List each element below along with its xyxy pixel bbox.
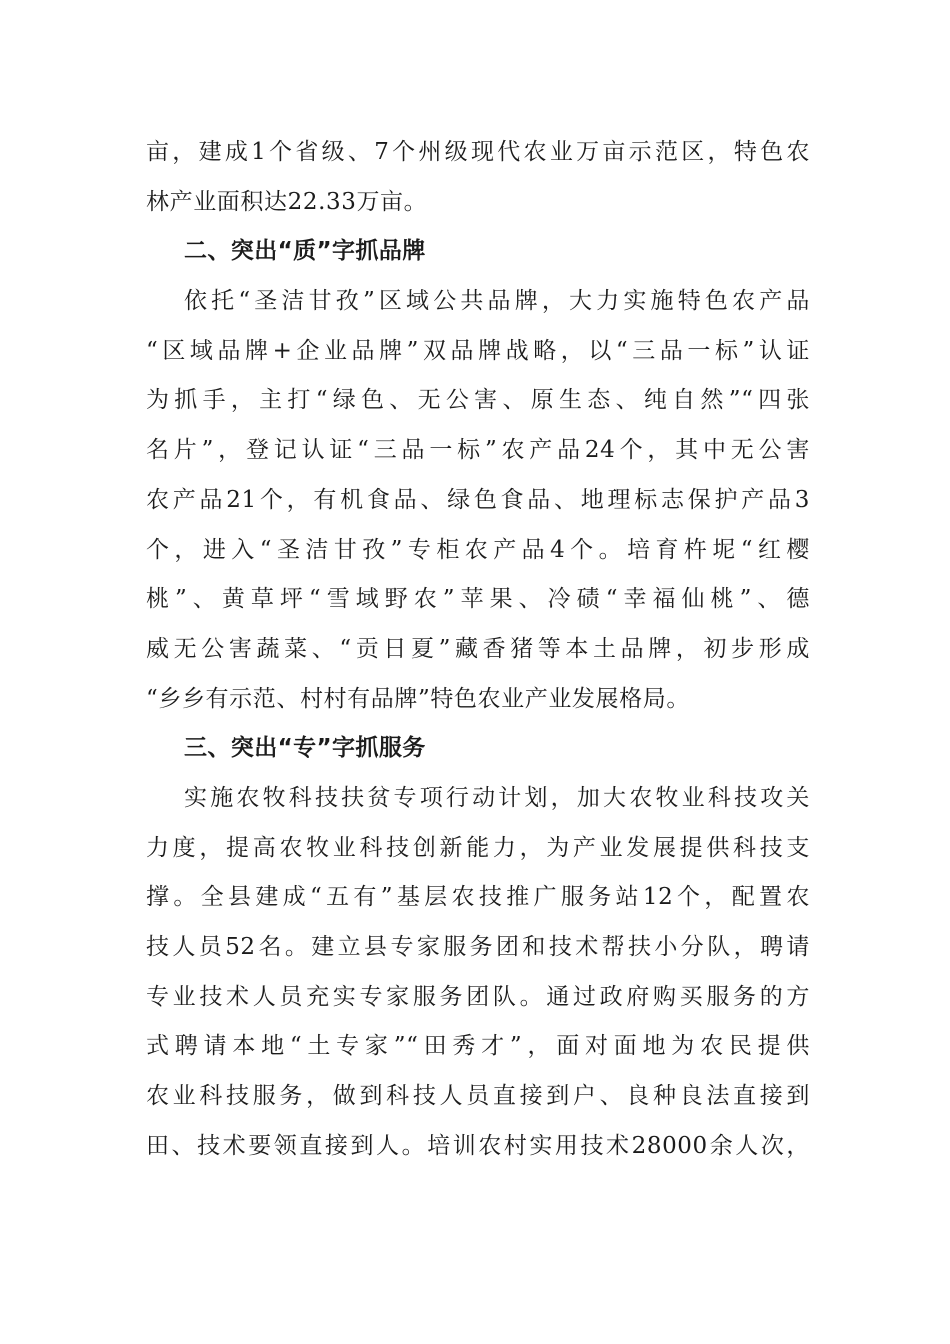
paragraph-3-line-1: 实施农牧科技扶贫专项行动计划，加大农牧业科技攻关: [184, 784, 810, 811]
paragraph-2-line-9: “乡乡有示范、村村有品牌”特色农业产业发展格局。: [146, 685, 690, 712]
paragraph-2-line-4: 名片”，登记认证“三品一标”农产品24个，其中无公害: [146, 437, 810, 464]
paragraph-2-line-5: 农产品21个，有机食品、绿色食品、地理标志保护产品3: [146, 486, 810, 513]
paragraph-3-line-6: 式聘请本地“土专家”“田秀才”，面对面地为农民提供: [146, 1033, 810, 1060]
section-heading-3: 三、突出“专”字抓服务: [184, 735, 426, 762]
paragraph-3-line-4: 技人员52名。建立县专家服务团和技术帮扶小分队，聘请: [146, 934, 810, 960]
paragraph-3-line-8: 田、技术要领直接到人。培训农村实用技术28000余人次，: [146, 1132, 810, 1159]
paragraph-2-line-6: 个，进入“圣洁甘孜”专柜农产品4个。培育杵坭“红樱: [146, 536, 810, 563]
paragraph-1-line-2: 林产业面积达22.33万亩。: [146, 188, 428, 215]
paragraph-2-line-7: 桃”、黄草坪“雪域野农”苹果、冷碛“幸福仙桃”、德: [146, 586, 810, 613]
paragraph-2-line-2: “区域品牌+企业品牌”双品牌战略，以“三品一标”认证: [146, 337, 810, 364]
section-heading-2: 二、突出“质”字抓品牌: [184, 238, 426, 265]
paragraph-3-line-5: 专业技术人员充实专家服务团队。通过政府购买服务的方: [146, 983, 810, 1010]
paragraph-2-line-8: 威无公害蔬菜、“贡日夏”藏香猪等本土品牌，初步形成: [146, 635, 810, 662]
document-body: [146, 128, 810, 1171]
paragraph-3-line-3: 撑。全县建成“五有”基层农技推广服务站12个，配置农: [146, 884, 810, 911]
paragraph-3-line-2: 力度，提高农牧业科技创新能力，为产业发展提供科技支: [146, 834, 810, 861]
paragraph-1-line-1: 亩，建成1个省级、7个州级现代农业万亩示范区，特色农: [146, 139, 810, 165]
paragraph-2-line-1: 依托“圣洁甘孜”区域公共品牌，大力实施特色农产品: [184, 288, 810, 315]
paragraph-3-line-7: 农业科技服务，做到科技人员直接到户、良种良法直接到: [146, 1083, 810, 1110]
paragraph-2-line-3: 为抓手，主打“绿色、无公害、原生态、纯自然”“四张: [146, 387, 810, 414]
